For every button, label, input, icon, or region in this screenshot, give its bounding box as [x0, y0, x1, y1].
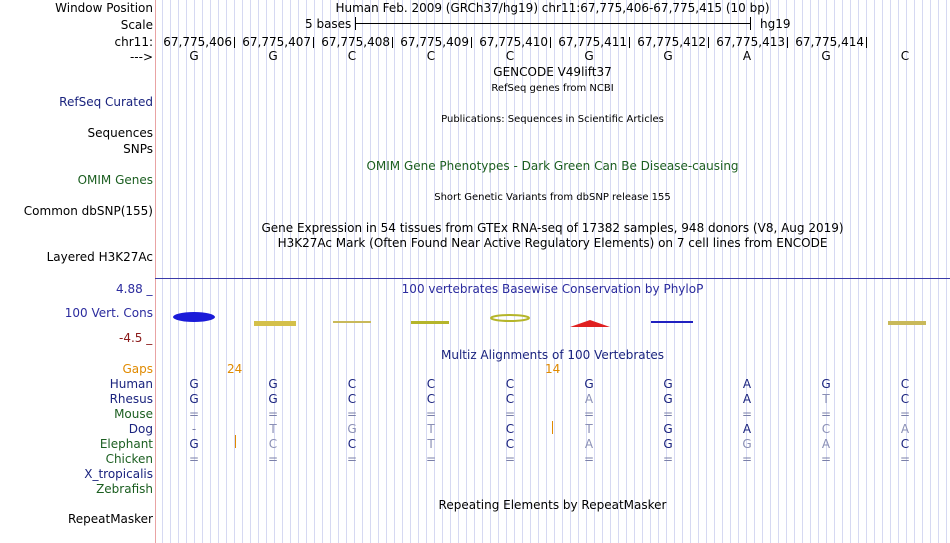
- ruler-tick: [866, 37, 867, 48]
- logo-glyph-3: [333, 321, 371, 323]
- alignment-base: C: [347, 392, 357, 406]
- alignment-base: =: [583, 452, 595, 466]
- alignment-base: =: [741, 407, 753, 421]
- logo-glyph-8: [888, 321, 926, 325]
- alignment-base: G: [742, 437, 752, 451]
- alignment-base: =: [662, 452, 674, 466]
- alignment-base: G: [821, 377, 831, 391]
- alignment-base: =: [662, 407, 674, 421]
- ruler-tick: [629, 37, 630, 48]
- alignment-base: A: [742, 422, 752, 436]
- alignment-base: C: [347, 437, 357, 451]
- sequence-base: C: [426, 49, 436, 63]
- sequence-base: G: [584, 49, 594, 63]
- species-label[interactable]: Elephant: [99, 437, 153, 451]
- alignment-base: G: [189, 437, 199, 451]
- ruler-tick: [787, 37, 788, 48]
- alignment-base: G: [663, 392, 673, 406]
- alignment-base: C: [268, 437, 278, 451]
- alignment-base: G: [663, 377, 673, 391]
- common-dbsnp-label[interactable]: Common dbSNP(155): [23, 204, 153, 218]
- alignment-base: C: [900, 437, 910, 451]
- alignment-base: C: [900, 392, 910, 406]
- gaps-label: Gaps: [122, 362, 153, 376]
- alignment-base: G: [189, 377, 199, 391]
- alignment-base: A: [742, 377, 752, 391]
- ruler-coordinate: 67,775,413: [716, 35, 785, 49]
- alignment-base: =: [899, 407, 911, 421]
- alignment-base: C: [426, 377, 436, 391]
- alignment-base: A: [742, 392, 752, 406]
- alignment-base: T: [585, 422, 593, 436]
- gap-marker: [552, 421, 553, 434]
- alignment-base: =: [267, 452, 279, 466]
- alignment-base: =: [346, 407, 358, 421]
- alignment-base: =: [425, 452, 437, 466]
- gtex-track-title[interactable]: Gene Expression in 54 tissues from GTEx RNA-seq of 17382 samples, 948 donors (V8, Aug 2019): [261, 221, 844, 235]
- ruler-tick: [471, 37, 472, 48]
- refseq-curated-label[interactable]: RefSeq Curated: [59, 95, 153, 109]
- scale-bar-left-cap: [355, 17, 356, 30]
- repeatmasker-label[interactable]: RepeatMasker: [67, 512, 153, 526]
- alignment-base: T: [269, 422, 277, 436]
- species-label[interactable]: Dog: [128, 422, 153, 436]
- logo-glyph-1: [173, 312, 215, 322]
- species-label[interactable]: Chicken: [105, 452, 153, 466]
- multiz-track-title[interactable]: Multiz Alignments of 100 Vertebrates: [440, 348, 665, 362]
- alignment-base: T: [427, 422, 435, 436]
- alignment-base: G: [663, 422, 673, 436]
- window-position-label: Window Position: [55, 1, 153, 15]
- ruler-tick: [550, 37, 551, 48]
- alignment-base: A: [584, 437, 594, 451]
- h3k27ac-track-title[interactable]: H3K27Ac Mark (Often Found Near Active Regulatory Elements) on 7 cell lines from ENCODE: [277, 236, 828, 250]
- species-label[interactable]: Zebrafish: [96, 482, 153, 496]
- alignment-base: C: [900, 377, 910, 391]
- logo-glyph-5: [491, 315, 529, 321]
- publications-track-title[interactable]: Publications: Sequences in Scientific Articles: [441, 114, 664, 125]
- alignment-base: T: [822, 392, 830, 406]
- alignment-base: G: [268, 392, 278, 406]
- alignment-base: =: [267, 407, 279, 421]
- ruler-coordinate: 67,775,414: [795, 35, 864, 49]
- alignment-base: C: [505, 422, 515, 436]
- omim-track-title[interactable]: OMIM Gene Phenotypes - Dark Green Can Be Disease-causing: [366, 159, 739, 173]
- ruler-coordinate: 67,775,409: [400, 35, 469, 49]
- alignment-base: =: [741, 452, 753, 466]
- phylop-logo-track[interactable]: [0, 305, 950, 335]
- phylop-min-label: -4.5 _: [119, 331, 153, 345]
- ruler-tick: [234, 37, 235, 48]
- sequence-base: C: [900, 49, 910, 63]
- alignment-base: C: [505, 392, 515, 406]
- alignment-base: C: [821, 422, 831, 436]
- scale-text: 5 bases: [305, 17, 352, 31]
- refseq-track-subtitle[interactable]: RefSeq genes from NCBI: [491, 83, 614, 94]
- strand-label: --->: [129, 50, 153, 64]
- snps-label[interactable]: SNPs: [123, 142, 153, 156]
- alignment-base: G: [663, 437, 673, 451]
- logo-glyph-7: [651, 321, 693, 323]
- ruler-tick: [313, 37, 314, 48]
- logo-glyph-2: [254, 321, 296, 326]
- assembly-label: hg19: [760, 17, 791, 31]
- gencode-track-title[interactable]: GENCODE V49lift37: [493, 65, 612, 79]
- alignment-base: =: [899, 452, 911, 466]
- alignment-base: C: [347, 377, 357, 391]
- alignment-base: G: [584, 377, 594, 391]
- alignment-base: =: [346, 452, 358, 466]
- alignment-base: C: [505, 437, 515, 451]
- logo-glyph-4: [411, 321, 449, 324]
- sequences-label[interactable]: Sequences: [87, 126, 153, 140]
- window-position-text: Human Feb. 2009 (GRCh37/hg19) chr11:67,775,406-67,775,415 (10 bp): [335, 1, 770, 15]
- ruler-coordinate: 67,775,407: [242, 35, 311, 49]
- alignment-base: G: [268, 377, 278, 391]
- sequence-base: C: [347, 49, 357, 63]
- phylop-max-label: 4.88 _: [116, 282, 153, 296]
- scale-bar-right-cap: [750, 17, 751, 30]
- ruler-coordinate: 67,775,406: [163, 35, 232, 49]
- dbsnp-track-title[interactable]: Short Genetic Variants from dbSNP release 155: [434, 192, 671, 203]
- species-label[interactable]: X_tropicalis: [84, 467, 153, 481]
- alignment-base: =: [583, 407, 595, 421]
- alignment-base: A: [584, 392, 594, 406]
- sequence-base: G: [268, 49, 278, 63]
- layered-h3k27ac-label[interactable]: Layered H3K27Ac: [46, 250, 153, 264]
- ruler-coordinate: 67,775,411: [558, 35, 627, 49]
- ruler-coordinate: 67,775,412: [637, 35, 706, 49]
- scale-label: Scale: [120, 18, 153, 32]
- alignment-base: =: [820, 452, 832, 466]
- sequence-base: G: [663, 49, 673, 63]
- species-label[interactable]: Human: [109, 377, 153, 391]
- alignment-base: G: [189, 392, 199, 406]
- alignment-base: =: [188, 452, 200, 466]
- ruler-tick: [392, 37, 393, 48]
- alignment-base: C: [426, 392, 436, 406]
- alignment-base: =: [820, 407, 832, 421]
- logo-glyph-6: [570, 320, 610, 327]
- sequence-base: C: [505, 49, 515, 63]
- sequence-base: G: [189, 49, 199, 63]
- ruler-tick: [708, 37, 709, 48]
- sequence-base: G: [821, 49, 831, 63]
- alignment-base: =: [425, 407, 437, 421]
- alignment-base: A: [821, 437, 831, 451]
- alignment-base: =: [504, 407, 516, 421]
- alignment-base: -: [191, 422, 197, 436]
- alignment-base: =: [504, 452, 516, 466]
- alignment-base: T: [427, 437, 435, 451]
- alignment-base: C: [505, 377, 515, 391]
- chrom-label: chr11:: [114, 35, 153, 49]
- alignment-base: =: [188, 407, 200, 421]
- species-label[interactable]: Rhesus: [109, 392, 153, 406]
- ruler-coordinate: 67,775,410: [479, 35, 548, 49]
- gap-count-1: 24: [227, 362, 243, 376]
- scale-bar: [355, 23, 751, 24]
- phylop-track-title[interactable]: 100 vertebrates Basewise Conservation by PhyloP: [401, 282, 704, 296]
- repeatmasker-track-title[interactable]: Repeating Elements by RepeatMasker: [438, 498, 667, 512]
- phylop-track-label[interactable]: 100 Vert. Cons: [64, 306, 153, 320]
- alignment-base: A: [900, 422, 910, 436]
- track-separator: [155, 278, 950, 279]
- species-label[interactable]: Mouse: [114, 407, 153, 421]
- omim-genes-label[interactable]: OMIM Genes: [77, 173, 153, 187]
- gap-count-2: 14: [545, 362, 561, 376]
- gap-marker: [235, 435, 236, 448]
- sequence-base: A: [742, 49, 752, 63]
- ruler-coordinate: 67,775,408: [321, 35, 390, 49]
- alignment-base: G: [347, 422, 357, 436]
